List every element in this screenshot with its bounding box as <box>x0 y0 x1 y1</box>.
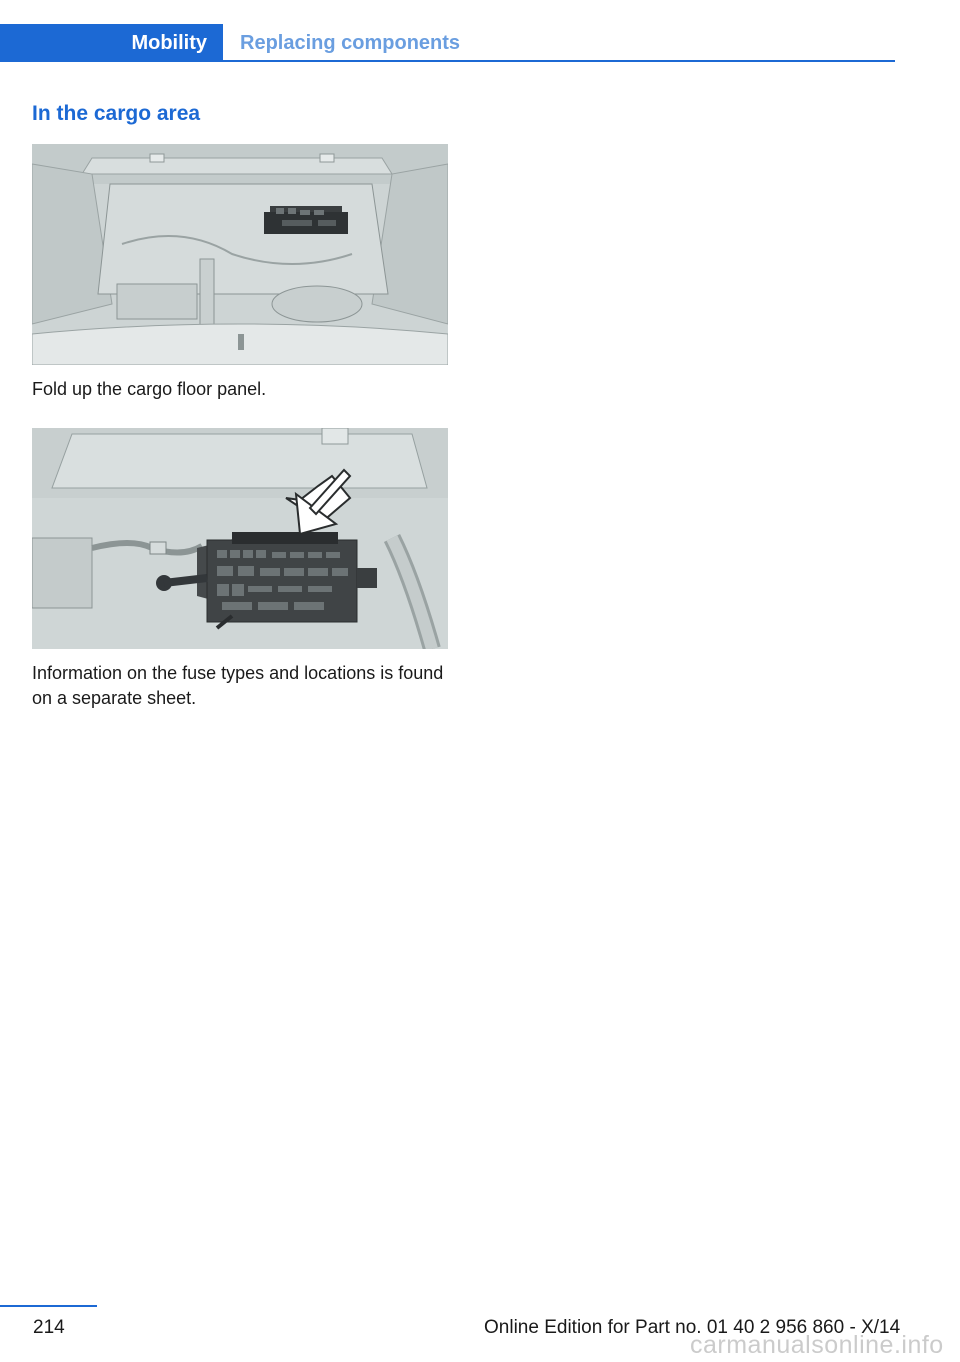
fuse-box-figure <box>32 428 448 649</box>
section-tab[interactable]: Replacing components <box>240 32 461 54</box>
edition-note: Online Edition for Part no. 01 40 2 956 860 - X/14 <box>484 1317 901 1338</box>
cargo-area-illustration <box>32 144 448 365</box>
footer-divider <box>0 1305 97 1307</box>
info-text: Information on the fuse types and locations is found on a separate sheet. <box>32 663 444 708</box>
watermark: carmanualsonline.info <box>690 1331 944 1359</box>
fuse-box-illustration <box>32 428 448 649</box>
cargo-area-figure <box>32 144 448 365</box>
header-divider <box>0 60 895 62</box>
instruction-text: Fold up the cargo floor panel. <box>32 379 267 399</box>
section-heading: In the cargo area <box>32 102 201 125</box>
page-header <box>0 24 895 62</box>
page-number: 214 <box>33 1317 65 1338</box>
chapter-tab[interactable]: Mobility <box>0 24 223 62</box>
